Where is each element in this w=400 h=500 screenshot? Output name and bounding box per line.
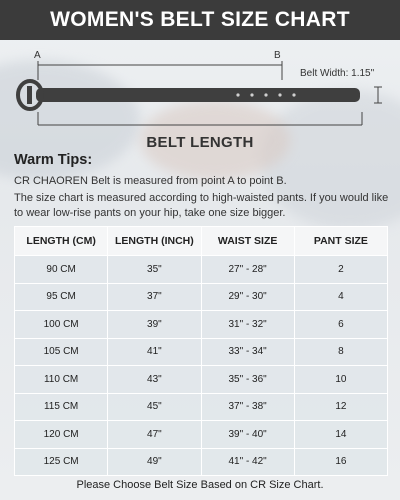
cell-length-inch: 43" (108, 366, 201, 393)
belt-length-bracket (38, 112, 362, 125)
table-row (15, 256, 387, 284)
cell-length-cm: 125 CM (15, 449, 108, 476)
table-header-row (15, 227, 387, 256)
cell-pant-size: 10 (335, 373, 347, 385)
cell-length-cm: 95 CM (15, 284, 108, 311)
column-header-pant-size: PANT SIZE (313, 235, 368, 247)
cell-waist-size: 37" - 38" (202, 394, 295, 421)
cell-pant-size: 4 (338, 291, 344, 303)
table-row (15, 284, 387, 312)
cell-length-cm: 120 CM (15, 421, 108, 448)
page-title: WOMEN'S BELT SIZE CHART (50, 8, 350, 31)
cell-length-cm: 100 CM (15, 311, 108, 338)
cell-length-inch: 49" (108, 449, 201, 476)
size-table (14, 226, 388, 476)
cell-length-inch: 47" (108, 421, 201, 448)
cell-pant-size: 14 (335, 428, 347, 440)
table-row (15, 394, 387, 422)
cell-length-cm: 90 CM (15, 256, 108, 283)
tips-heading: Warm Tips: (14, 152, 93, 168)
cell-pant-size: 12 (335, 401, 347, 413)
cell-length-cm: 115 CM (15, 394, 108, 421)
point-b-label: B (274, 50, 281, 61)
cell-waist-size: 39" - 40" (202, 421, 295, 448)
table-row (15, 366, 387, 394)
belt-strap (36, 88, 360, 102)
column-header-length-cm: LENGTH (CM) (15, 227, 108, 255)
tip-line: The size chart is measured according to high-waisted pants. If you would like to wear low-rise pants on your hip, take one size bigger. (14, 192, 389, 219)
footer-note: Please Choose Belt Size Based on CR Size Chart. (76, 479, 324, 491)
cell-waist-size: 41" - 42" (202, 449, 295, 476)
cell-length-inch: 39" (108, 311, 201, 338)
column-header-length-inch: LENGTH (INCH) (108, 227, 201, 255)
tip-line: CR CHAOREN Belt is measured from point A to point B. (14, 175, 287, 187)
table-row (15, 421, 387, 449)
point-a-label: A (34, 50, 41, 61)
cell-waist-size: 33" - 34" (202, 339, 295, 366)
belt-diagram (0, 40, 400, 150)
belt-length-label: BELT LENGTH (146, 134, 254, 151)
table-row (15, 339, 387, 367)
cell-waist-size: 29" - 30" (202, 284, 295, 311)
cell-length-inch: 37" (108, 284, 201, 311)
warm-tips (14, 152, 392, 221)
cell-waist-size: 35" - 36" (202, 366, 295, 393)
table-row (15, 311, 387, 339)
cell-length-inch: 35" (108, 256, 201, 283)
belt-width-label: Belt Width: 1.15" (300, 68, 375, 79)
cell-length-inch: 45" (108, 394, 201, 421)
cell-waist-size: 31" - 32" (202, 311, 295, 338)
cell-length-inch: 41" (108, 339, 201, 366)
cell-pant-size: 16 (335, 456, 347, 468)
measure-line-ab (38, 61, 282, 80)
title-banner (0, 0, 400, 40)
width-indicator (374, 87, 382, 103)
table-row (15, 449, 387, 476)
table-body (15, 256, 387, 475)
cell-waist-size: 27" - 28" (202, 256, 295, 283)
cell-pant-size: 2 (338, 263, 344, 275)
column-header-waist-size: WAIST SIZE (202, 227, 295, 255)
cell-length-cm: 105 CM (15, 339, 108, 366)
cell-pant-size: 8 (338, 346, 344, 358)
cell-length-cm: 110 CM (15, 366, 108, 393)
cell-pant-size: 6 (338, 318, 344, 330)
